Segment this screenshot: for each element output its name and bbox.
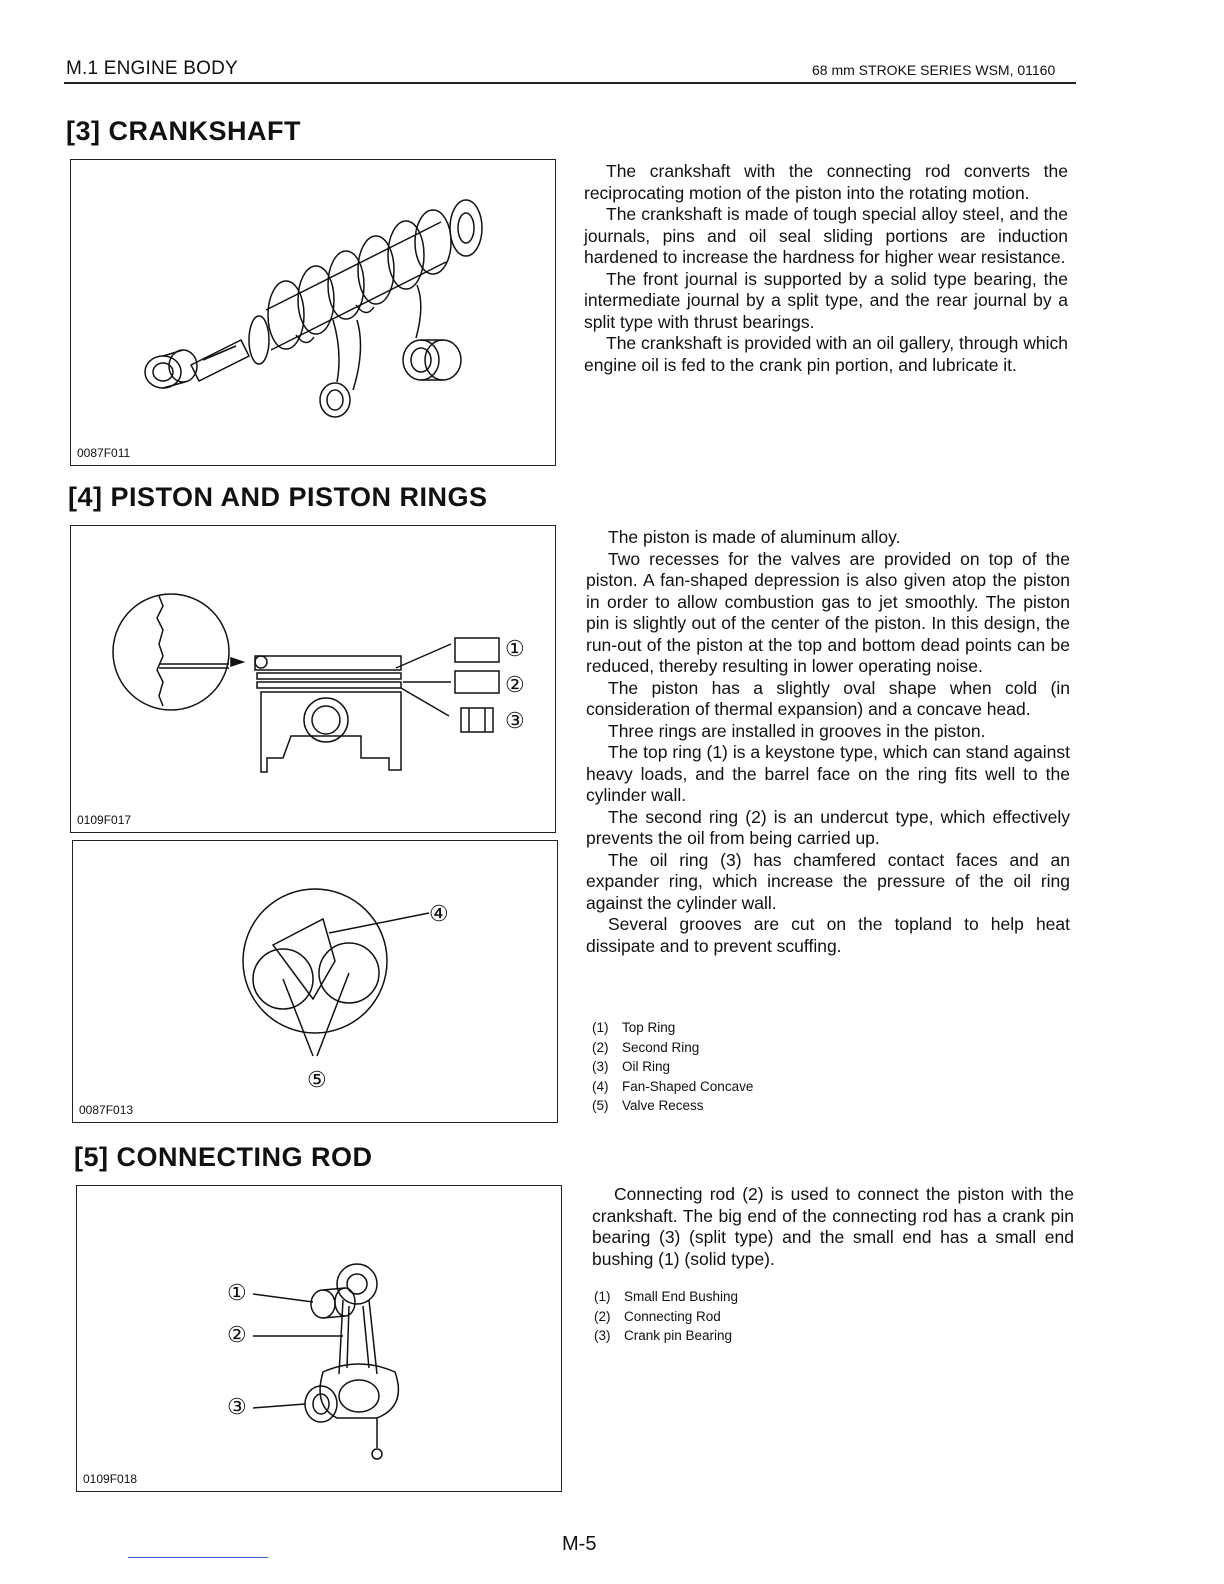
header-rule xyxy=(64,82,1076,84)
paragraph: The oil ring (3) has chamfered contact faces and an expander ring, which increase the pressure of the oil ring against the cylinder wall. xyxy=(586,849,1070,913)
paragraph: The piston is made of aluminum alloy. xyxy=(608,527,901,547)
callout-3: ③ xyxy=(505,708,525,733)
piston-rings-illustration xyxy=(71,526,555,832)
section-title-piston: [4] PISTON AND PISTON RINGS xyxy=(68,482,488,512)
paragraph: Three rings are installed in grooves in the piston. xyxy=(608,720,986,741)
legend-item: (2) Connecting Rod xyxy=(594,1308,721,1324)
figure-code: 0109F018 xyxy=(83,1472,138,1486)
legend-item: (1) Small End Bushing xyxy=(594,1289,739,1304)
crankshaft-illustration xyxy=(71,160,555,465)
paragraph: Two recesses for the valves are provided on top of the piston. A fan-shaped depression is also given atop the piston in order to allow combustion gas to jet smoothly. The piston pin is slightly out of the center of the piston. In this design, the run-out of the piston at the top and bottom dead points can be reduced, thereby resulting in lower operating noise. xyxy=(586,548,1070,676)
piston-description xyxy=(586,527,1070,957)
piston-rings-figure xyxy=(70,525,556,833)
paragraph: Connecting rod (2) is used to connect the piston with the crankshaft. The big end of the connecting rod has a crank pin bearing (3) (split type) and the small end has a small end bushing (1) (solid type). xyxy=(592,1184,1074,1269)
paragraph: The piston has a slightly oval shape when cold (in consideration of thermal expansion) and a concave head. xyxy=(586,677,1070,719)
figure-code: 0109F017 xyxy=(77,813,132,827)
piston-top-figure xyxy=(72,840,558,1123)
callout-2: ② xyxy=(227,1322,247,1347)
conrod-illustration xyxy=(77,1186,561,1491)
section-title-conrod: [5] CONNECTING ROD xyxy=(74,1142,373,1172)
callout-1: ① xyxy=(227,1280,247,1305)
callout-4: ④ xyxy=(429,901,449,926)
section-title-crankshaft: [3] CRANKSHAFT xyxy=(66,116,301,146)
conrod-legend xyxy=(594,1287,738,1346)
paragraph: The crankshaft is made of tough special alloy steel, and the journals, pins and oil seal sliding portions are induction hardened to increase the hardness for higher wear resistance. xyxy=(584,204,1068,267)
piston-legend xyxy=(592,1018,753,1116)
crankshaft-figure xyxy=(70,159,556,466)
figure-code: 0087F011 xyxy=(77,446,131,460)
header-series: 68 mm STROKE SERIES WSM, 01160 xyxy=(812,62,1056,78)
paragraph: The second ring (2) is an undercut type, which effectively prevents the oil from being carried up. xyxy=(586,806,1070,848)
conrod-figure xyxy=(76,1185,562,1492)
crankshaft-description xyxy=(584,161,1068,376)
callout-5: ⑤ xyxy=(307,1067,327,1092)
legend-item: (3) Crank pin Bearing xyxy=(594,1328,733,1343)
figure-code: 0087F013 xyxy=(79,1103,134,1117)
legend-item: (3) Oil Ring xyxy=(592,1059,671,1074)
legend-item: (2) Second Ring xyxy=(592,1039,700,1055)
conrod-description xyxy=(592,1184,1074,1270)
header-section: M.1 ENGINE BODY xyxy=(66,58,238,79)
paragraph: The crankshaft with the connecting rod converts the reciprocating motion of the piston into the rotating motion. xyxy=(584,161,1068,203)
callout-2: ② xyxy=(505,672,525,697)
legend-item: (1) Top Ring xyxy=(592,1020,676,1035)
legend-item: (5) Valve Recess xyxy=(592,1098,704,1113)
bottom-rule xyxy=(128,1557,268,1558)
legend-item: (4) Fan-Shaped Concave xyxy=(592,1078,754,1094)
paragraph: The front journal is supported by a solid type bearing, the intermediate journal by a split type, and the rear journal by a split type with thrust bearings. xyxy=(584,268,1068,332)
callout-1: ① xyxy=(505,636,525,661)
page-number: M-5 xyxy=(562,1533,597,1555)
paragraph: The top ring (1) is a keystone type, which can stand against heavy loads, and the barrel face on the ring fits well to the cylinder wall. xyxy=(586,742,1070,805)
callout-3: ③ xyxy=(227,1394,247,1419)
paragraph: Several grooves are cut on the topland to help heat dissipate and to prevent scuffing. xyxy=(586,914,1070,956)
paragraph: The crankshaft is provided with an oil gallery, through which engine oil is fed to the crank pin portion, and lubricate it. xyxy=(584,333,1068,375)
